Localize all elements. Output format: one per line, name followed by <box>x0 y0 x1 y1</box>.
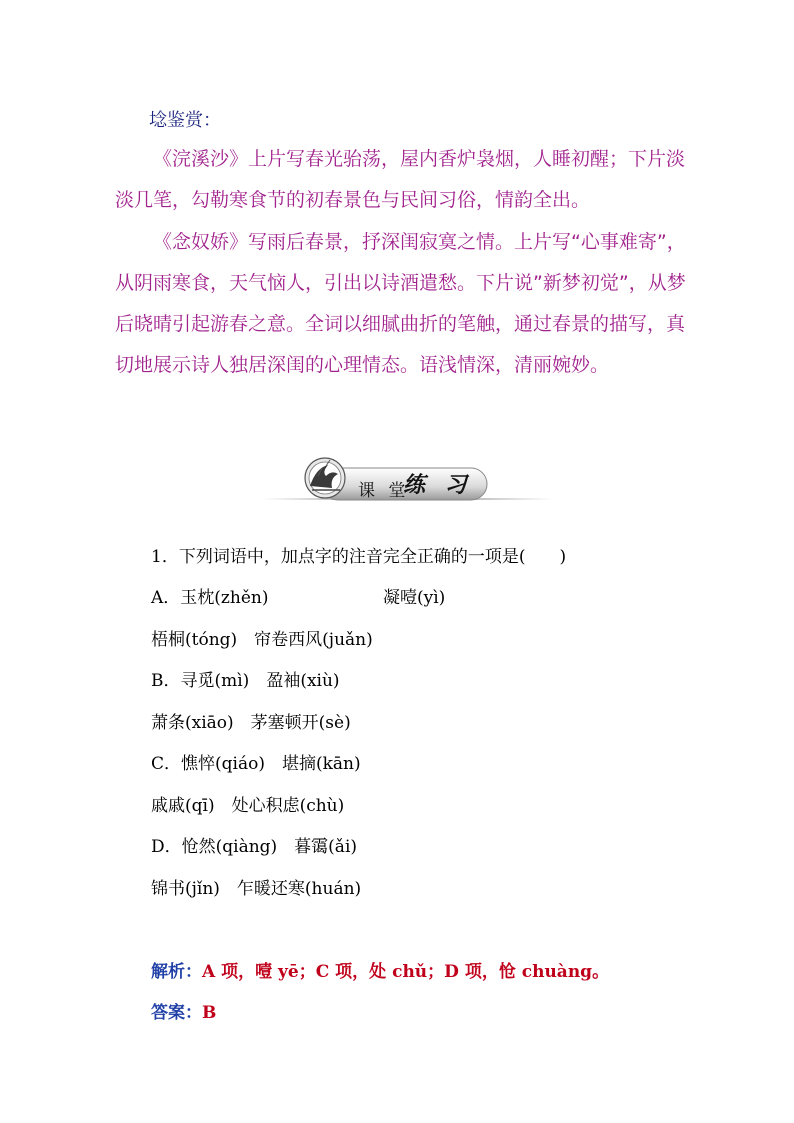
analysis-text: A 项，噎 yē；C 项，处 chǔ；D 项，怆 chuàng。 <box>202 962 610 982</box>
option-a-line-1b: 凝噎(yì) <box>383 588 446 608</box>
option-d-line-2: 锦书(jǐn) 乍暖还寒(huán) <box>151 879 362 899</box>
answer-label: 答案： <box>151 1003 202 1023</box>
option-b-line-1: B．寻觅(mì) 盈袖(xiù) <box>151 671 340 691</box>
analysis-label: 解析： <box>151 962 202 982</box>
answer-line <box>151 998 216 1023</box>
option-a-line-2: 梧桐(tóng) 帘卷西风(juǎn) <box>151 630 373 650</box>
question-stem: 1．下列词语中，加点字的注音完全正确的一项是( ) <box>151 547 567 567</box>
option-b-line-2: 萧条(xiāo) 茅塞顿开(sè) <box>151 713 351 733</box>
answer-value: B <box>202 1003 217 1023</box>
option-a-line-1: A．玉枕(zhěn) <box>151 588 269 608</box>
banner-label-small: 课 堂 <box>358 481 410 501</box>
appreciation-paragraph-1: 《浣溪沙》上片写春光骀荡，屋内香炉袅烟，人睡初醒；下片淡淡几笔，勾勒寒食节的初春景色与民间习俗，情韵全出。 <box>115 148 686 211</box>
analysis-line <box>151 957 609 982</box>
appreciation-title: 埝鉴赏： <box>149 110 221 131</box>
banner-label-big: 练 习 <box>403 472 473 498</box>
option-c-line-1: C．憔悴(qiáo) 堪摘(kān) <box>151 754 361 774</box>
appreciation-paragraph-2: 《念奴娇》写雨后春景，抒深闺寂寞之情。上片写“心事难寄”，从阴雨寒食，天气恼人，引出以诗酒遣愁。下片说”新梦初觉”，从梦后晓晴引起游春之意。全词以细腻曲折的笔触，通过春景的描写，真切地展示诗人独居深闺的心理情态。语浅情深，清丽婉妙。 <box>115 231 686 376</box>
option-c-line-2: 戚戚(qī) 处心积虑(chù) <box>151 796 345 816</box>
option-d-line-1: D．怆然(qiàng) 暮霭(ǎi) <box>151 837 358 857</box>
